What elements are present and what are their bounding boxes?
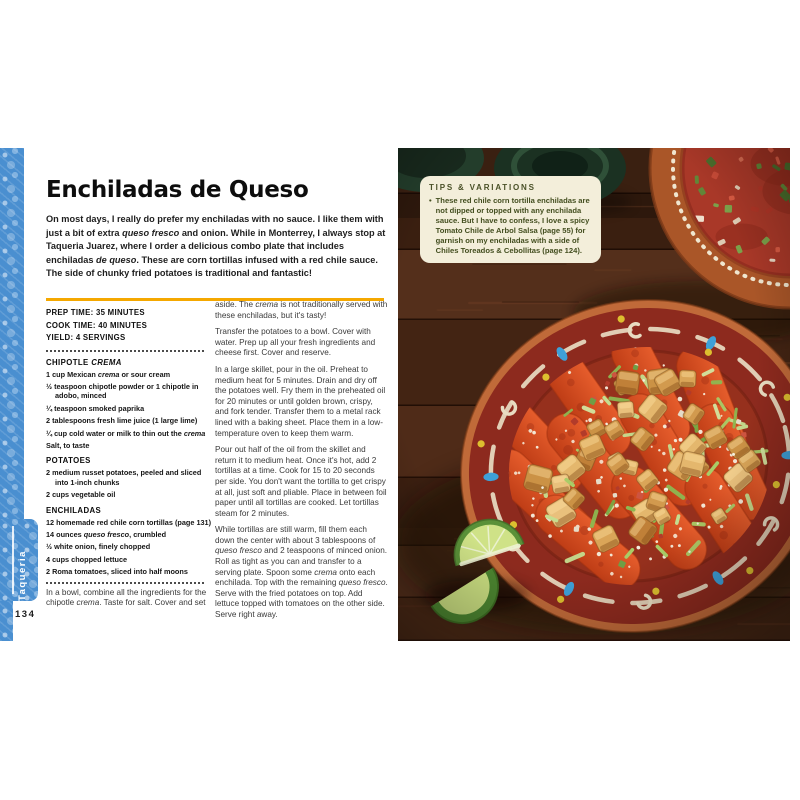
recipe-intro: On most days, I really do prefer my enchiladas with no sauce. I like them with just a bit of extra queso fresco and onion. While in Monterrey, I always stop at Taqueria Juarez, where I order a delicious combo plate that includes enchiladas de queso. These are corn tortillas infused with a red chile sauce. The side of chunky fried potatoes is traditional and fantastic! bbox=[46, 214, 386, 278]
ingredient-list bbox=[46, 518, 212, 577]
method-paragraph: Pour out half of the oil from the skillet and return it to medium heat. Once it's hot, add 2 tortillas at a time. Cook for 15 to 20 seconds per side. You don't want the tortilla to get crispy at all, just soft and pliable. Place in between foil paper until all tortillas are cooked. Let tortillas steam for 2 minutes. bbox=[215, 445, 387, 518]
ingredient-item: Salt, to taste bbox=[46, 440, 90, 450]
yield: YIELD: 4 SERVINGS bbox=[46, 333, 126, 342]
chapter-tab-label: Taqueria bbox=[17, 550, 28, 601]
ingredient-section-heading: POTATOES bbox=[46, 456, 91, 466]
method-paragraph: In a large skillet, pour in the oil. Preheat to medium heat for 5 minutes. Drain and dry off the potatoes well. Fry them in the preheated oil for 20 minutes or until golden brown, crispy, and fork tender. Transfer them to a metal rack lined with a baking sheet. Place them in a low-temperature oven to keep them warm. bbox=[215, 364, 386, 438]
chapter-tab bbox=[0, 519, 38, 601]
ingredient-item: 4 cups chopped lettuce bbox=[46, 554, 128, 564]
ingredient-list bbox=[46, 468, 212, 499]
ingredient-item: 2 Roma tomatoes, sliced into half moons bbox=[46, 567, 188, 577]
dotted-divider bbox=[46, 350, 204, 352]
ingredient-item: 2 medium russet potatoes, peeled and sliced into 1-inch chunks bbox=[46, 468, 202, 487]
ingredient-section-heading: ENCHILADAS bbox=[46, 505, 102, 515]
ingredient-item: 14 ounces queso fresco, crumbled bbox=[46, 529, 167, 539]
page-number: 134 bbox=[15, 609, 36, 620]
ingredient-item: 1 cup Mexican crema or sour cream bbox=[46, 369, 171, 379]
tab-rule bbox=[12, 526, 14, 594]
ingredient-item: ½ white onion, finely chopped bbox=[46, 542, 151, 552]
tips-box bbox=[420, 176, 601, 263]
method-column bbox=[215, 300, 388, 627]
bullet-icon: • bbox=[429, 196, 432, 205]
recipe-title: Enchiladas de Queso bbox=[46, 177, 309, 203]
ingredient-item: 2 cups vegetable oil bbox=[46, 490, 116, 500]
ingredients-column bbox=[46, 307, 212, 609]
ingredient-item: ¼ cup cold water or milk to thin out the crema bbox=[46, 428, 206, 438]
tips-title: TIPS & VARIATIONS bbox=[429, 183, 536, 192]
method-paragraph: While tortillas are still warm, fill them each down the center with about 3 tablespoons of queso fresco and 2 teaspoons of minced onion. Roll as tight as you can and transfer to a serving plate. Spoon some crema onto each enchilada. Top with the remaining queso fresco. Serve with the fried potatoes on top. Add lettuce topped with tomatoes on the other side. Serve right away. bbox=[215, 525, 388, 620]
ingredient-item: 2 tablespoons fresh lime juice (1 large lime) bbox=[46, 416, 198, 426]
method-paragraph: aside. The crema is not traditionally served with these enchiladas, but it's tasty! bbox=[215, 300, 388, 320]
tips-bullet-item bbox=[429, 196, 591, 255]
ingredient-item: ¼ teaspoon smoked paprika bbox=[46, 403, 145, 413]
tips-text: These red chile corn tortilla enchiladas are not dipped or topped with any enchilada sauce. But I have to confess, I love a spicy Tomato Chile de Arbol Salsa (page 55) for garnish on my enchiladas with a side of Chiles Toreados & Cebollitas (page 124). bbox=[435, 196, 590, 255]
ingredient-item: ½ teaspoon chipotle powder or 1 chipotle in adobo, minced bbox=[46, 381, 199, 401]
strip-trim bbox=[13, 601, 24, 641]
prep-time: PREP TIME: 35 MINUTES bbox=[46, 308, 145, 317]
ingredient-list bbox=[46, 370, 212, 451]
ingredient-item: 12 homemade red chile corn tortillas (page 131) bbox=[46, 517, 212, 527]
method-paragraph-start: In a bowl, combine all the ingredients for the chipotle crema. Taste for salt. Cover and set bbox=[46, 587, 207, 608]
dotted-divider bbox=[46, 582, 204, 584]
cook-time: COOK TIME: 40 MINUTES bbox=[46, 320, 148, 330]
ingredient-section-heading: CHIPOTLE CREMA bbox=[46, 357, 122, 367]
method-paragraph: Transfer the potatoes to a bowl. Cover with water. Prep up all your fresh ingredients and cheese first. Cover and reserve. bbox=[215, 327, 376, 358]
